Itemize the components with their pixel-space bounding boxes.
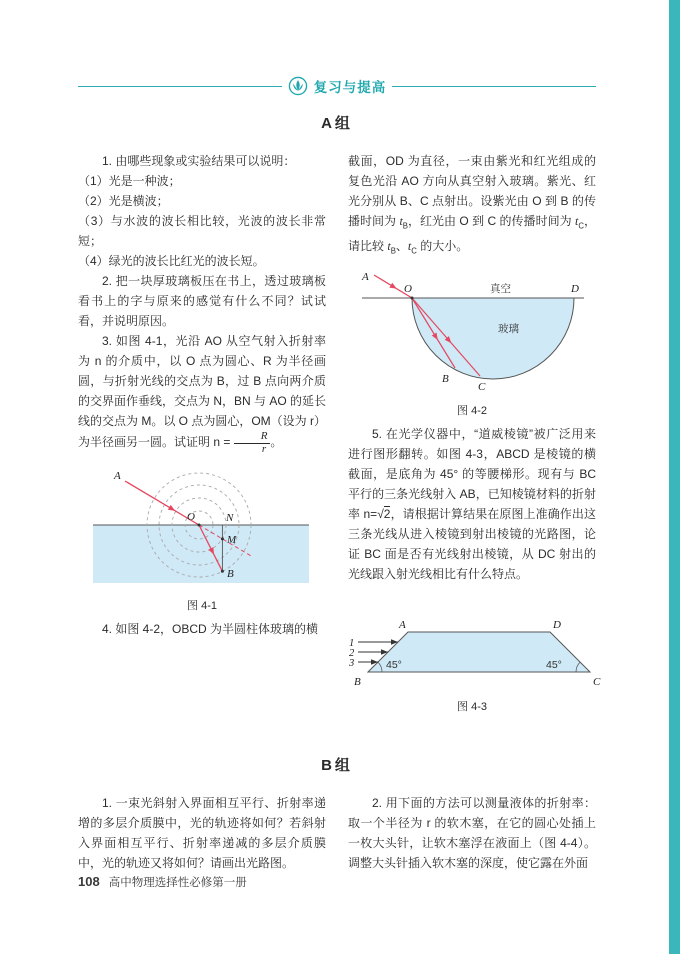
problem-a5 xyxy=(348,424,596,584)
chapter-header xyxy=(78,76,596,96)
sub-c: C xyxy=(411,246,417,256)
problem-a4-text-3: ，请比较 xyxy=(348,214,596,254)
problem-a1-item-2: （2）光是横波； xyxy=(78,194,169,208)
var-t: t xyxy=(399,214,403,228)
page-edge-strip xyxy=(669,0,680,954)
var-t: t xyxy=(574,214,579,228)
section-a-heading: A组 xyxy=(321,115,353,132)
figure-4-2-caption: 图 4-2 xyxy=(457,404,487,417)
problem-a5-text-2: ，请根据计算结果在原图上准确作出这三条光线从进入棱镜到射出棱镜的光路图，论证 BC 面是否有光线射出棱镜，从 DC 射出的光线跟入射光线相比有什么特点。 xyxy=(348,506,596,581)
fig43-label-ray-1: 1 xyxy=(349,637,355,649)
fig41-label-b: B xyxy=(227,568,234,581)
problem-a4-continuation xyxy=(348,151,596,262)
page-number: 108 xyxy=(78,874,100,889)
sqrt-2 xyxy=(377,506,390,521)
problem-a3-text-end: 。 xyxy=(270,435,283,450)
fig43-label-c: C xyxy=(593,675,601,688)
sub-b: B xyxy=(390,246,396,256)
fig42-label-c: C xyxy=(478,380,486,393)
fig41-label-o: O xyxy=(187,511,195,524)
figure-4-2 xyxy=(348,270,596,418)
section-a-columns xyxy=(78,151,601,720)
fig43-label-a: A xyxy=(399,618,406,631)
problem-a3 xyxy=(78,331,326,455)
section-b-heading: B组 xyxy=(321,756,353,774)
problem-a2: 2. 把一块厚玻璃板压在书上，透过玻璃板看书上的字与原来的感觉有什么不同？试试看，并说明原因。 xyxy=(78,274,326,328)
sub-c: C xyxy=(578,221,584,231)
problem-b1: 1. 一束光斜射入界面相互平行、折射率递增的多层介质膜中，光的轨迹将如何？若斜射入界面相互平行、折射率递减的多层介质膜中，光的轨迹又将如何？请画出光路图。 xyxy=(78,795,326,870)
problem-a1-item-1: （1）光是一种波； xyxy=(78,174,181,188)
book-title: 高中物理选择性必修第一册 xyxy=(108,877,247,889)
problem-a4-start: 4. 如图 4-2，OBCD 为半圆柱体玻璃的横 xyxy=(102,622,319,637)
figure-4-3-diagram xyxy=(348,592,606,690)
problem-a4-text-5: 的大小。 xyxy=(416,239,469,254)
fig42-label-glass: 玻璃 xyxy=(498,322,519,335)
fig41-medium xyxy=(93,525,309,583)
figure-4-3-caption: 图 4-3 xyxy=(457,700,487,713)
section-a-left-column xyxy=(78,151,326,639)
figure-4-2-diagram xyxy=(352,270,592,394)
sqrt-radicand: 2 xyxy=(383,506,391,521)
fraction-denominator: r xyxy=(261,442,267,455)
fig43-label-d: D xyxy=(553,618,561,631)
problem-a1-item-4: （4）绿光的波长比红光的波长短。 xyxy=(78,254,265,268)
fig41-label-n: N xyxy=(226,512,234,525)
header-rule-right xyxy=(392,86,596,87)
fig42-label-d: D xyxy=(571,282,579,295)
var-t: t xyxy=(407,239,412,254)
fig41-point-b xyxy=(221,570,224,573)
fig41-label-m: M xyxy=(227,534,237,547)
problem-a3-text: 3. 如图 4-1，光沿 AO 从空气射入折射率为 n 的介质中，以 O 点为圆心、R 为半径画圆，与折射光线的交点为 B，过 B 点向两介质的交界面作垂线，交点为 N，BN 与 AO 的延长线的交点为 M。以 O 点为圆心，OM（设为 r）为半径画另一圆。试证明 n = xyxy=(78,334,327,450)
header-rule-left xyxy=(78,86,282,87)
lotus-logo-icon xyxy=(288,76,308,96)
fig43-label-ray-3: 3 xyxy=(349,657,355,669)
fig42-label-a: A xyxy=(362,270,369,283)
problem-a4-text-1: 截面，OD 为直径，一束由紫光和红光组成的复色光沿 AO 方向从真空射入玻璃。紫光、红光分别从 B、C 点射出。设紫光由 O 到 B 的传播时间为 xyxy=(348,154,596,228)
problem-a4-text-4: 、 xyxy=(395,239,408,254)
fig42-label-vacuum: 真空 xyxy=(490,282,511,295)
publisher-logo-icon xyxy=(288,76,308,96)
figure-4-1-diagram xyxy=(87,463,317,589)
fraction-numerator: R xyxy=(234,431,271,444)
header-title: 复习与提高 xyxy=(313,80,387,95)
fig43-angle-right-label: 45° xyxy=(546,658,562,671)
fig43-label-b: B xyxy=(354,675,361,688)
section-b-left-column xyxy=(78,793,326,873)
fig41-label-a: A xyxy=(114,470,121,483)
fig43-angle-left-label: 45° xyxy=(386,658,402,671)
fig42-incident-arrowhead xyxy=(389,283,398,291)
fig42-point-o xyxy=(411,296,414,299)
section-b-columns xyxy=(78,793,596,873)
figure-4-3 xyxy=(348,592,601,714)
problem-a5-text-1: 5. 在光学仪器中，“道威棱镜”被广泛用来进行图形翻转。如图 4-3，ABCD 是棱镜的横截面，是底角为 45° 的等腰梯形。现有与 BC 平行的三条光线射入 AB，已知棱镜材料的折射率 n= xyxy=(348,426,596,521)
sqrt-sign: √ xyxy=(377,506,384,521)
fig43-label-ray-2: 2 xyxy=(349,647,355,659)
figure-4-1-caption: 图 4-1 xyxy=(187,600,217,613)
page-footer xyxy=(78,874,247,890)
fraction-R-over-r xyxy=(234,431,271,455)
problem-a1: 1. 由哪些现象或实验结果可以说明： xyxy=(102,154,296,168)
figure-4-1 xyxy=(78,463,326,613)
var-t: t xyxy=(387,239,391,254)
section-a-right-column xyxy=(348,151,601,720)
fig42-label-b: B xyxy=(442,372,449,385)
fig41-point-o xyxy=(198,524,201,527)
sub-b: B xyxy=(402,221,408,231)
problem-b2: 2. 用下面的方法可以测量液体的折射率：取一个半径为 r 的软木塞，在它的圆心处插上一枚大头针，让软木塞浮在液面上（图 4-4）。调整大头针插入软木塞的深度，使它露在外面 xyxy=(348,795,596,870)
fig41-point-m xyxy=(221,537,224,540)
section-b-right-column xyxy=(348,793,596,873)
fig42-label-o: O xyxy=(404,282,412,295)
problem-a1-item-3: （3）与水波的波长相比较，光波的波长非常短； xyxy=(78,214,326,248)
problem-a4-text-2: ，红光由 O 到 C 的传播时间为 xyxy=(407,214,575,228)
